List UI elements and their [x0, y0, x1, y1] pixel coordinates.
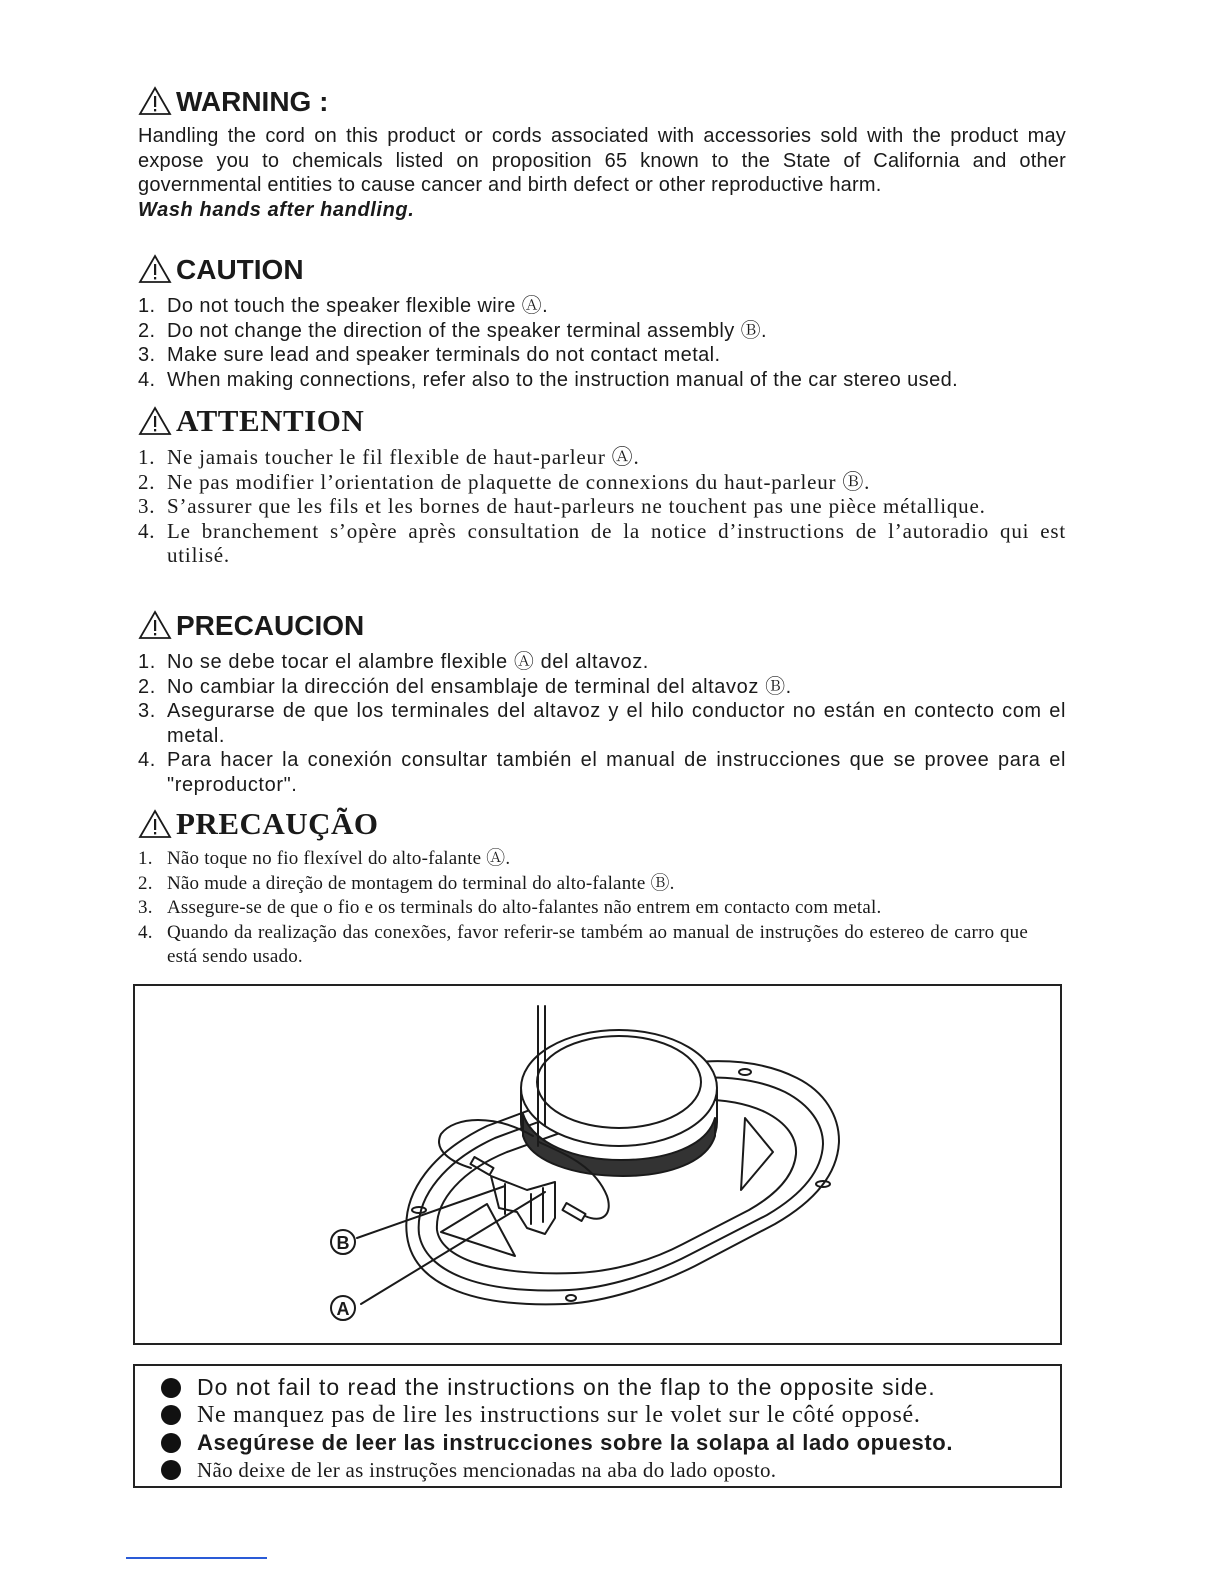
precaucao-heading: PRECAUÇÃO [138, 808, 1066, 839]
mount-hole [566, 1295, 576, 1301]
bullet-dot-icon [161, 1378, 181, 1398]
notice-row-pt [161, 1457, 1060, 1485]
bullet-dot-icon [161, 1460, 181, 1480]
callout-a [331, 1296, 355, 1320]
bullet-dot-icon [161, 1433, 181, 1453]
list-item: 4. Quando da realização das conexões, favor referir-se também ao manual de instruções do estereo de carro que está sendo usado. [138, 921, 1028, 967]
list-item: 2. No cambiar la dirección del ensamblaje de terminal del altavoz Ⓑ. [138, 675, 792, 698]
warning-emphasis: Wash hands after handling. [138, 198, 415, 221]
notice-text-es: Asegúrese de leer las instrucciones sobre la solapa al lado opuesto. [197, 1429, 954, 1455]
speaker-illustration [135, 986, 1060, 1343]
speaker-diagram-frame [133, 984, 1062, 1345]
warning-text [138, 124, 1066, 222]
list-item: 3. Asegurarse de que los terminales del altavoz y el hilo conductor no están en contecto com el metal. [138, 700, 1066, 747]
precaucao-list [138, 847, 1066, 970]
callout-b-label: B [336, 1233, 350, 1253]
warning-section [138, 86, 1066, 222]
warning-triangle-icon [138, 406, 172, 436]
list-item: 1. Do not touch the speaker flexible wire Ⓐ. [138, 295, 549, 317]
precaucion-section [138, 610, 1066, 797]
list-item: 4. Para hacer la conexión consultar también el manual de instrucciones que se provee para el "reproductor". [138, 749, 1066, 796]
list-item: 3. S’assurer que les fils et les bornes de haut-parleurs ne touchent pas une pièce métallique. [138, 494, 986, 518]
caution-section [138, 254, 1066, 392]
notice-text-en: Do not fail to read the instructions on the flap to the opposite side. [197, 1374, 936, 1401]
callout-a-label: A [336, 1299, 350, 1319]
caution-list [138, 294, 1066, 392]
attention-heading: ATTENTION [138, 405, 1066, 436]
callout-b [331, 1230, 355, 1254]
leader-line-a-path [361, 1192, 545, 1304]
read-instructions-notice [133, 1364, 1062, 1488]
list-item: 1. Ne jamais toucher le fil flexible de haut-parleur Ⓐ. [138, 445, 640, 469]
attention-list [138, 445, 1066, 568]
warning-triangle-icon [138, 86, 172, 116]
list-item: 2. Não mude a direção de montagem do terminal do alto-falante Ⓑ. [138, 872, 675, 894]
mount-hole [739, 1069, 751, 1075]
list-item: 2. Ne pas modifier l’orientation de plaquette de connexions du haut-parleur Ⓑ. [138, 469, 871, 494]
list-item: 1. No se debe tocar el alambre flexible Ⓐ del altavoz. [138, 651, 649, 673]
list-item: 2. Do not change the direction of the speaker terminal assembly Ⓑ. [138, 319, 767, 342]
precaucion-heading: PRECAUCION [138, 610, 1066, 640]
warning-triangle-icon [138, 254, 172, 284]
bullet-dot-icon [161, 1405, 181, 1425]
warning-triangle-icon [138, 809, 172, 839]
terminal-connector [562, 1203, 585, 1221]
attention-section [138, 405, 1066, 568]
notice-row-es [161, 1429, 1060, 1457]
list-item: 3. Assegure-se de que o fio e os terminals do alto-falantes não entrem em contacto com metal. [138, 897, 882, 918]
warning-heading: WARNING : [138, 86, 1066, 116]
warning-triangle-icon [138, 610, 172, 640]
list-item: 4. Le branchement s’opère après consultation de la notice d’instructions de l’autoradio qui est utilisé. [138, 518, 1066, 567]
precaucao-section [138, 808, 1066, 970]
footer-rule [126, 1557, 267, 1559]
warning-body: Handling the cord on this product or cords associated with accessories sold with the product may expose you to chemicals listed on proposition 65 known to the State of California and other governmental entities to cause cancer and birth defect or other reproductive harm. [138, 125, 1066, 196]
list-item: 3. Make sure lead and speaker terminals do not contact metal. [138, 344, 721, 366]
notice-text-pt: Não deixe de ler as instruções mencionadas na aba do lado oposto. [197, 1457, 777, 1482]
notice-text-fr: Ne manquez pas de lire les instructions sur le volet sur le côté opposé. [197, 1401, 921, 1428]
list-item: 4. When making connections, refer also to the instruction manual of the car stereo used. [138, 368, 959, 391]
notice-row-fr [161, 1402, 1060, 1430]
caution-heading: CAUTION [138, 254, 1066, 284]
list-item: 1. Não toque no fio flexível do alto-falante Ⓐ. [138, 848, 511, 869]
precaucion-list [138, 650, 1066, 797]
mount-hole [412, 1207, 426, 1213]
notice-row-en [161, 1374, 1060, 1402]
